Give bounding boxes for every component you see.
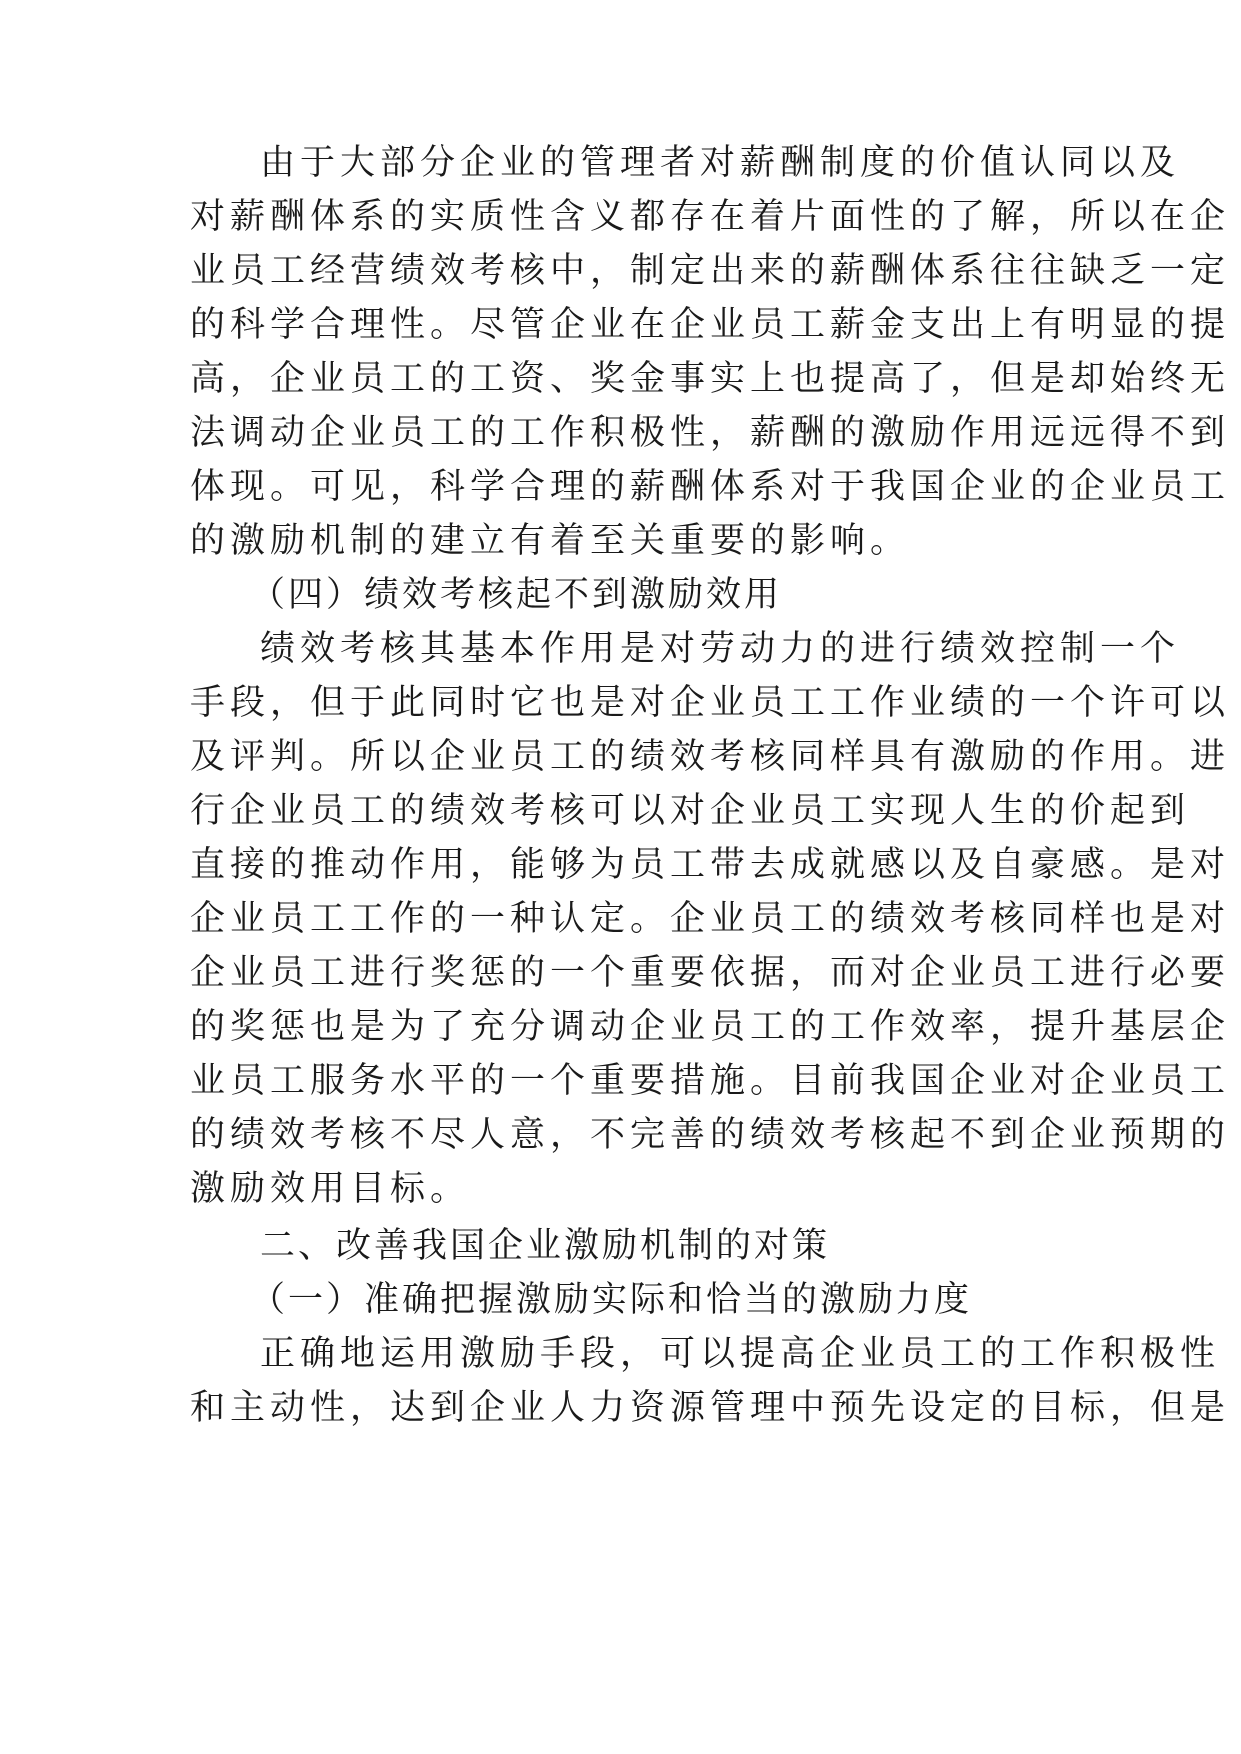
paragraph-line: 由于大部分企业的管理者对薪酬制度的价值认同以及 — [260, 143, 1181, 183]
paragraph-line: 和主动性，达到企业人力资源管理中预先设定的目标，但是 — [190, 1388, 1231, 1428]
paragraph-line: 的绩效考核不尽人意，不完善的绩效考核起不到企业预期的 — [190, 1115, 1231, 1155]
paragraph-line: 企业员工工作的一种认定。企业员工的绩效考核同样也是对 — [190, 899, 1231, 939]
paragraph-line: 对薪酬体系的实质性含义都存在着片面性的了解，所以在企 — [190, 197, 1231, 237]
paragraph-line: 绩效考核其基本作用是对劳动力的进行绩效控制一个 — [260, 629, 1181, 669]
paragraph-line: 高，企业员工的工资、奖金事实上也提高了，但是却始终无 — [190, 359, 1231, 399]
paragraph-line: 及评判。所以企业员工的绩效考核同样具有激励的作用。进 — [190, 737, 1231, 777]
paragraph-line: 直接的推动作用，能够为员工带去成就感以及自豪感。是对 — [190, 845, 1231, 885]
paragraph-line: 企业员工进行奖惩的一个重要依据，而对企业员工进行必要 — [190, 953, 1231, 993]
paragraph-line: 业员工服务水平的一个重要措施。目前我国企业对企业员工 — [190, 1061, 1231, 1101]
paragraph-line: 法调动企业员工的工作积极性，薪酬的激励作用远远得不到 — [190, 413, 1231, 453]
paragraph-line: 的激励机制的建立有着至关重要的影响。 — [190, 521, 911, 561]
paragraph-line: 的奖惩也是为了充分调动企业员工的工作效率，提升基层企 — [190, 1007, 1231, 1047]
paragraph-line: 手段，但于此同时它也是对企业员工工作业绩的一个许可以 — [190, 683, 1231, 723]
section-heading: （四）绩效考核起不到激励效用 — [250, 575, 783, 615]
paragraph-line: 的科学合理性。尽管企业在企业员工薪金支出上有明显的提 — [190, 305, 1231, 345]
paragraph-line: 激励效用目标。 — [190, 1169, 471, 1209]
paragraph-line: 行企业员工的绩效考核可以对企业员工实现人生的价起到 — [190, 791, 1191, 831]
section-title: 二、改善我国企业激励机制的对策 — [260, 1226, 831, 1266]
paragraph-line: 业员工经营绩效考核中，制定出来的薪酬体系往往缺乏一定 — [190, 251, 1231, 291]
section-heading: （一）准确把握激励实际和恰当的激励力度 — [250, 1280, 973, 1320]
paragraph-line: 正确地运用激励手段，可以提高企业员工的工作积极性 — [260, 1334, 1221, 1374]
paragraph-line: 体现。可见，科学合理的薪酬体系对于我国企业的企业员工 — [190, 467, 1231, 507]
